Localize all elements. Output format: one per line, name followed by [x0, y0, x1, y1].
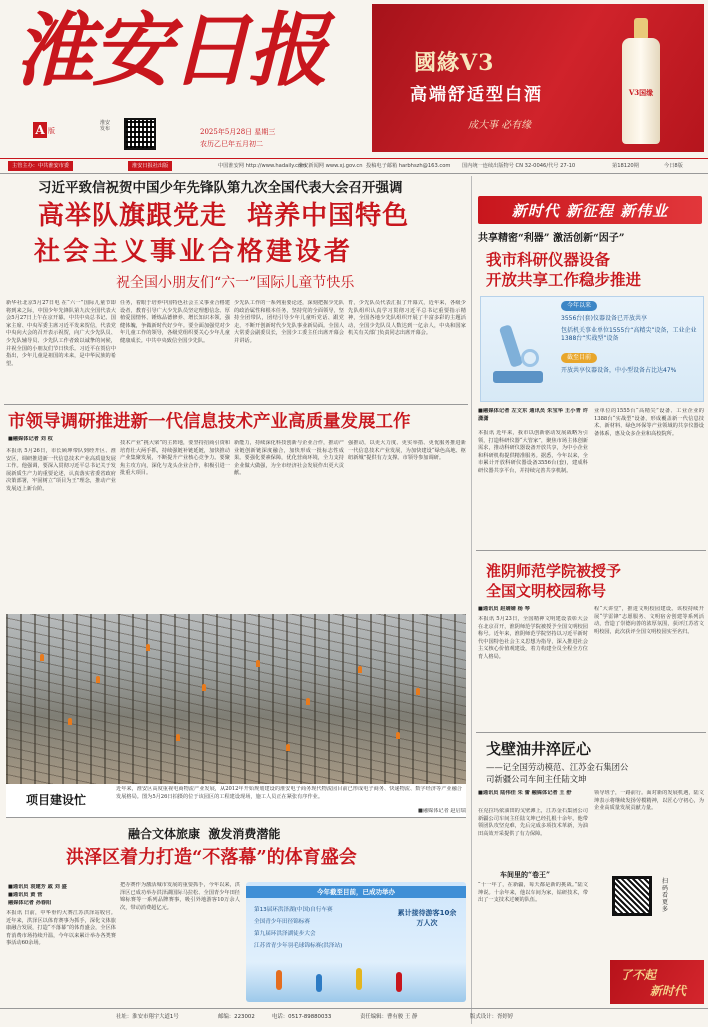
info-line-2: 包括机关事业单位1555台“高精尖”设备，工业企业1388台“实战型”设备 [561, 327, 697, 342]
right1-headline-2: 开放共享工作稳步推进 [486, 270, 642, 289]
story3-info-item: 江苏省青少年羽毛球锦标赛(洪泽站) [254, 943, 343, 949]
ad-top[interactable] [372, 4, 704, 152]
qr-code-icon [124, 118, 156, 150]
right2-headline-1: 淮阴师范学院被授予 [486, 562, 622, 580]
right1-byline: ■融媒体记者 左文东 通讯员 朱宝华 王小青 许潇潇 [478, 408, 588, 422]
qr-code-icon[interactable] [612, 876, 652, 916]
right1-kicker: 共享精密“利器” 激活创新“因子” [478, 233, 625, 244]
lead-kicker: 习近平致信祝贺中国少年先锋队第九次全国代表大会召开强调 [38, 180, 403, 196]
info-line-1: 3556台(套)仪器设备已开放共享 [561, 315, 647, 322]
right3-subsection: 车间里的“卷王” [500, 870, 551, 879]
right1-col-2: 业单位的1555台“高精尖”设备、工业企业的1388台“实战型”设备，形成覆盖新一代信息技术、新材料、绿色环保等产业领域的共享仪器设备体系，惠及众多企业和高校院所。 [594, 408, 704, 437]
lead-col-4: 育，少先队员代表汇报了开幕式，近年来，各级少先队组织认真学习贯彻习近平总书记重要指示精神，全国各地少先队组织开展了丰富多彩的主题活动，全国少先队员人数达到一亿余人，中央和国家机关有关部门负责同志出席开幕会。 [348, 300, 466, 337]
info-bar [0, 160, 708, 172]
infographic-instruments [480, 296, 704, 402]
info-item: 第18120期 [612, 163, 639, 169]
story3-info-item: 全国青少年田径锦标赛 [254, 919, 310, 925]
lead-col-1: 新华社北京5月27日电 在“六一”国际儿童节即将到来之际，中国少年先锋队第九次全国代表大会5月27日上午在京开幕。中共中央总书记、国家主席、中央军委主席习近平发来贺信，代表党中央向大会的召开表示祝贺，向广大少先队员、少先队辅导员、少先队工作者致以诚挚的问候，并祝全国的小朋友们节日快乐。习近平在贺信中指出，少年儿童是祖国的未来，是中华民族的希望。 [6, 300, 116, 367]
footer [0, 1010, 708, 1024]
qr-label: 扫码看更多 [662, 878, 669, 913]
bottle-image [618, 18, 664, 146]
story3-byline-3: 融媒体记者 孙春阳 [8, 900, 52, 906]
bottle-label: V3国缘 [628, 88, 654, 97]
info-line-3: 开放共享仪器设备，中小型设备占比达47% [561, 367, 677, 374]
story3-info-stat: 累计接待游客10余万人次 [397, 909, 457, 927]
story3-kicker: 融合文体旅康 激发消费潜能 [128, 827, 281, 841]
edition-badge: A [33, 122, 47, 138]
story3-infobox [246, 882, 466, 1002]
right1-headline-1: 我市科研仪器设备 [486, 250, 611, 269]
lead-col-2: 任务，着眼于培养中国特色社会主义事业合格建设者，教育引导广大少先队员坚定理想信念、厚植爱国情怀、锤炼品德修养、增长知识本领、强健体魄，争做新时代好少年。要全面加强党对少年儿童工作的领导，各级党组织要关心少年儿童健康成长。中共中央致信全国少先队。 [120, 300, 230, 344]
right3-col-1: 在克拉玛依油田的戈壁滩上，江苏金石集团公司新疆公司车间主任陆文坤已经扎根十余年。他带领团队攻坚克难，先后完成多项技术革新，为油田高效开采提供了有力保障。 [478, 808, 588, 837]
date-line-1: 2025年5月28日 星期三 [200, 128, 276, 136]
story3-col-2: 把办赛作为激活城市发展的重要抓手，今年以来，洪泽区已成功举办洪泽湖国际马拉松、全国青少年田径锦标赛等一系列品牌赛事，吸引外地游客10万余人次，带动消费超亿元。 [120, 882, 240, 911]
ad-sign: 成大事 必有缘 [468, 120, 532, 131]
photo-caption-box [6, 784, 466, 818]
footer-item: 责任编辑：曹有骏 王 静 [360, 1014, 418, 1020]
info-title-2: 截至目前 [561, 353, 597, 363]
info-item: 今日8版 [664, 163, 683, 169]
story3-info-item: 第13届环洪泽湖(中国)自行车赛 [254, 907, 333, 913]
story3-byline-2: ■通讯员 黄 营 [8, 892, 43, 898]
masthead-title: 淮安日报 [14, 3, 326, 97]
info-item: 国内统一连续出版物号 CN 32-0046/代号 27-10 [462, 163, 576, 169]
story3-col-1: 本报讯 日前，中华垂钓大赛江苏洪泽站收官。近年来，洪泽区以体育赛事为抓手，深化文体旅康融合发展，打造“不落幕”的体育盛会，全区体育消费市场持续升温，今年以来累计举办各类赛事活动60余场。 [6, 910, 116, 947]
story3-headline: 洪泽区着力打造“不落幕”的体育盛会 [66, 847, 357, 868]
right3-subhead-1: ——记全国劳动模范、江苏金石集团公 [486, 762, 629, 772]
right2-headline-2: 全国文明校园称号 [486, 582, 607, 600]
footer-item: 电话：0517-89880033 [272, 1014, 332, 1020]
lead-col-3: 少先队工作的一系列重要论述，深刻把握少先队的政治属性和根本任务，坚持党的全面领导，坚持全团带队，团结引导少年儿童听党话、跟党走，不断开创新时代少先队事业新局面。全国人大常委会副委员长，全国少工委主任出席开幕会并讲话。 [234, 300, 344, 344]
date-line-2: 农历乙巳年五月初二 [200, 140, 263, 148]
info-publisher: 主管主办：中共淮安市委 [8, 161, 73, 171]
right2-col-1: 本报讯 5月23日，全国精神文明建设表彰大会在北京召开，淮阴师范学院被授予全国文明校园称号。近年来，淮阴师范学院坚持以习近平新时代中国特色社会主义思想为指导，深入推进社会主义核心价值观建设，着力构建全员全程全方位育人格局。 [478, 616, 588, 660]
right3-col-2: 领导班子，一路前行。面对新的发展机遇，陆文坤表示将继续发扬劳模精神，以匠心守初心，为企业高质量发展贡献力量。 [594, 790, 704, 812]
right2-col-2: 程“大讲堂”，推进文明校园建设。该校持续开展“学雷锋”志愿服务、文明宿舍创建等系列活动，营造了崇德向善的浓厚氛围，获评江苏省文明校园，此次获评全国文明校园实至名归。 [594, 606, 704, 635]
right3-col-1b: “十一年了，在新疆，每天都是新的挑战。”陆文坤说。十余年来，他以车间为家，钻研技术，带出了一支技术过硬的队伍。 [478, 882, 588, 904]
right2-byline: ■通讯员 赵婧婧 杨 琴 [478, 606, 530, 612]
info-publisher-2: 淮安日报社出版 [128, 161, 172, 171]
photo-label: 项目建设忙 [26, 793, 87, 807]
banner-text: 新时代 新征程 新伟业 [511, 202, 669, 220]
right3-subhead-2: 司新疆公司车间主任陆文坤 [486, 774, 587, 784]
corner-ad-line-1: 了不起 [620, 968, 657, 982]
info-title: 今年以来 [561, 301, 597, 311]
runners-illustration [246, 962, 466, 1002]
side-code-label: 淮安发布 [100, 120, 111, 132]
story2-col-2: 技术产业“挑大梁”的主阵地，要坚持招商引资和培育壮大两手抓，持续强链补链延链，加快推动产业集聚发展，不断提升产业核心竞争力。要聚焦主攻方向，深化与龙头企业合作，积极引进一批重大项目。 [120, 440, 230, 477]
banner-new-era [478, 196, 702, 224]
corner-ad[interactable] [610, 960, 704, 1004]
ad-brand: 國緣V3 [414, 50, 495, 76]
photo-caption: 近年来，淮安区高度重视电商物流产业发展，从2012年开始规划建设的淮安电子商务现代物流园目前已形成电子商务、快递物流、数字经济等产业融合发展格局。图为5月26日拍摄的位于该园区的工程建设现场，施工人员正在紧张有序作业。 [116, 786, 462, 800]
info-item: 中国淮安网 http://www.hadaily.com [218, 163, 307, 169]
footer-item: 版式设计：胥婷婷 [470, 1014, 514, 1020]
masthead [0, 0, 708, 152]
right3-byline: ■通讯员 陆伟佳 朱 蕾 融媒体记者 王 舒 [478, 790, 572, 796]
info-item: 投稿电子邮箱 harbhszh@163.com [366, 163, 451, 169]
construction-photo [6, 614, 466, 784]
footer-item: 社址：淮安市翔宇大道1号 [116, 1014, 179, 1020]
edition-suffix: 版 [48, 127, 55, 135]
story3-byline-1: ■通讯员 袁建芳 戚 刘 盛 [8, 884, 67, 890]
story2-byline: ■融媒体记者 刘 权 [8, 436, 53, 442]
footer-item: 邮编：223002 [218, 1014, 255, 1020]
info-item: 淮安新闻网 www.xj.gov.cn [298, 163, 363, 169]
story2-col-4: 强推动，以更大力度、更实举措、更优服务推进新一代信息技术产业发展，为加快建设“绿色高地、枢纽新城”提供有力支撑。市领导参加调研。 [348, 440, 466, 462]
story3-info-title: 今年截至目前，已成功举办 [246, 886, 466, 898]
story2-col-3: 新能力，持续深化科技创新与企业合作，推动产业链创新链深度融合，加快形成一批标志性成果。要强化要素保障，优化营商环境，全力支持企业做大做强，为全市经济社会发展作出更大贡献。 [234, 440, 344, 477]
right1-col-1: 本报讯 近年来，我市以创新驱动发展战略为引领，打造科研仪器“大管家”，聚焦市场主体创新需求，推动科研仪器设备开放共享，为中小企业和科研机构提供精准服务。据悉，今年以来，全市累计开放科研仪器设备3556台(套)，建成科研仪器共享平台，并持续完善共享机制。 [478, 430, 588, 474]
ad-slogan: 高端舒适型白酒 [410, 85, 543, 105]
story2-col-1: 本报讯 5月26日，市长顾坤带队到经开区、淮安区，调研推进新一代信息技术产业高质量发展工作。他强调，要深入贯彻习近平总书记关于发展新质生产力的重要论述，认真落实省委省政府决策部署，牢固树立“项目为王”理念，推动产业发展迈上新台阶。 [6, 448, 116, 492]
microscope-illustration [487, 319, 551, 389]
lead-subhead: 祝全国小朋友们“六一”国际儿童节快乐 [116, 275, 355, 291]
photo-caption-byline: ■融媒体记者 赵启瑞 [417, 808, 466, 814]
story2-headline: 市领导调研推进新一代信息技术产业高质量发展工作 [8, 412, 411, 432]
story3-info-item: 第九届环洪泽湖徒步大会 [254, 931, 316, 937]
lead-headline-2: 社会主义事业合格建设者 [34, 237, 354, 267]
right3-headline: 戈壁油井淬匠心 [486, 740, 592, 758]
corner-ad-line-2: 新时代 [650, 984, 687, 998]
lead-headline-1: 高举队旗跟党走 培养中国特色 [38, 201, 410, 231]
